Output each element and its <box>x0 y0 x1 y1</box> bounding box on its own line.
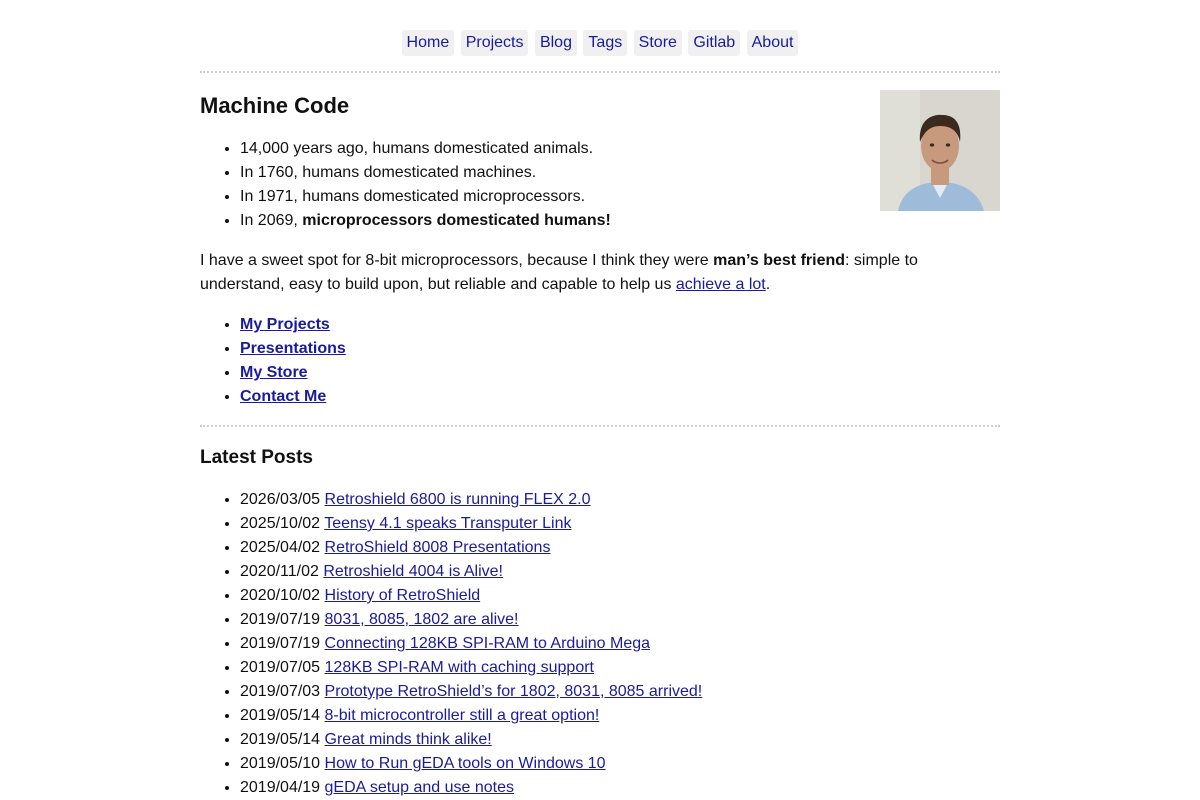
post-date: 2019/05/10 <box>240 755 321 772</box>
nav-about-link[interactable]: About <box>747 30 799 56</box>
post-link[interactable]: Connecting 128KB SPI-RAM to Arduino Mega <box>324 635 651 652</box>
my-store-link[interactable]: My Store <box>240 364 308 381</box>
list-item <box>240 313 346 337</box>
post-date: 2025/04/02 <box>240 539 321 556</box>
post-link[interactable]: 8031, 8085, 1802 are alive! <box>324 611 519 628</box>
intro-paragraph: I have a sweet spot for 8-bit microprocessors, because I think they were man’s best friend: simple to understand, easy to build upon, but reliable and capable to help us achieve a lot. <box>200 252 918 293</box>
post-date: 2019/04/19 <box>240 779 321 796</box>
section-divider <box>200 425 1000 427</box>
best-friend-emphasis: man’s best friend <box>713 252 846 269</box>
avatar-portrait-icon <box>880 90 1000 211</box>
post-item <box>240 728 702 752</box>
post-link[interactable]: gEDA setup and use notes <box>324 779 514 796</box>
post-date: 2019/05/14 <box>240 731 321 748</box>
post-item <box>240 584 702 608</box>
presentations-link[interactable]: Presentations <box>240 340 346 357</box>
post-date: 2020/10/02 <box>240 587 321 604</box>
history-item: • In 1760, humans domesticated machines. <box>240 161 611 185</box>
post-link[interactable]: Prototype RetroShield’s for 1802, 8031, 8085 arrived! <box>324 683 703 700</box>
post-item <box>240 704 702 728</box>
nav-gitlab-link[interactable]: Gitlab <box>688 30 740 56</box>
post-date: 2019/07/05 <box>240 659 321 676</box>
nav-projects-link[interactable]: Projects <box>461 30 529 56</box>
post-date: 2019/07/19 <box>240 635 321 652</box>
nav-store-link[interactable]: Store <box>634 30 682 56</box>
post-item <box>240 656 702 680</box>
my-projects-link[interactable]: My Projects <box>240 316 330 333</box>
page-title: Machine Code <box>200 93 350 118</box>
post-item <box>240 752 702 776</box>
post-link[interactable]: Great minds think alike! <box>324 731 492 748</box>
post-item <box>240 608 702 632</box>
post-date: 2025/10/02 <box>240 515 321 532</box>
list-item <box>240 361 346 385</box>
post-date: 2019/07/19 <box>240 611 321 628</box>
post-item <box>240 512 702 536</box>
list-item <box>240 337 346 361</box>
list-item <box>240 385 346 409</box>
history-item: • In 1971, humans domesticated microprocessors. <box>240 185 611 209</box>
nav-home-link[interactable]: Home <box>402 30 455 56</box>
post-item <box>240 632 702 656</box>
nav-blog-link[interactable]: Blog <box>535 30 577 56</box>
latest-posts-heading: Latest Posts <box>200 447 313 468</box>
history-list <box>200 137 611 233</box>
author-avatar <box>880 90 1000 211</box>
main-nav <box>200 30 1000 56</box>
top-divider <box>200 71 1000 73</box>
history-item: • 14,000 years ago, humans domesticated animals. <box>240 137 611 161</box>
post-link[interactable]: Teensy 4.1 speaks Transputer Link <box>324 515 572 532</box>
post-item <box>240 536 702 560</box>
nav-tags-link[interactable]: Tags <box>583 30 627 56</box>
post-date: 2026/03/05 <box>240 491 321 508</box>
quick-links-list <box>200 313 346 409</box>
post-date: 2019/07/03 <box>240 683 321 700</box>
post-link[interactable]: How to Run gEDA tools on Windows 10 <box>324 755 606 772</box>
post-item <box>240 488 702 512</box>
post-link[interactable]: Retroshield 6800 is running FLEX 2.0 <box>324 491 591 508</box>
post-link[interactable]: Retroshield 4004 is Alive! <box>323 563 503 580</box>
contact-me-link[interactable]: Contact Me <box>240 388 327 405</box>
post-link[interactable]: 8-bit microcontroller still a great option! <box>324 707 600 724</box>
post-item <box>240 776 702 800</box>
post-link[interactable]: History of RetroShield <box>324 587 481 604</box>
post-date: 2020/11/02 <box>240 563 319 580</box>
latest-posts-list <box>200 488 702 800</box>
achieve-a-lot-link[interactable]: achieve a lot <box>675 276 766 293</box>
post-item <box>240 680 702 704</box>
post-date: 2019/05/14 <box>240 707 321 724</box>
post-item <box>240 560 702 584</box>
post-link[interactable]: 128KB SPI-RAM with caching support <box>324 659 594 676</box>
post-link[interactable]: RetroShield 8008 Presentations <box>324 539 551 556</box>
history-item: • In 2069, microprocessors domesticated humans! <box>240 209 611 233</box>
